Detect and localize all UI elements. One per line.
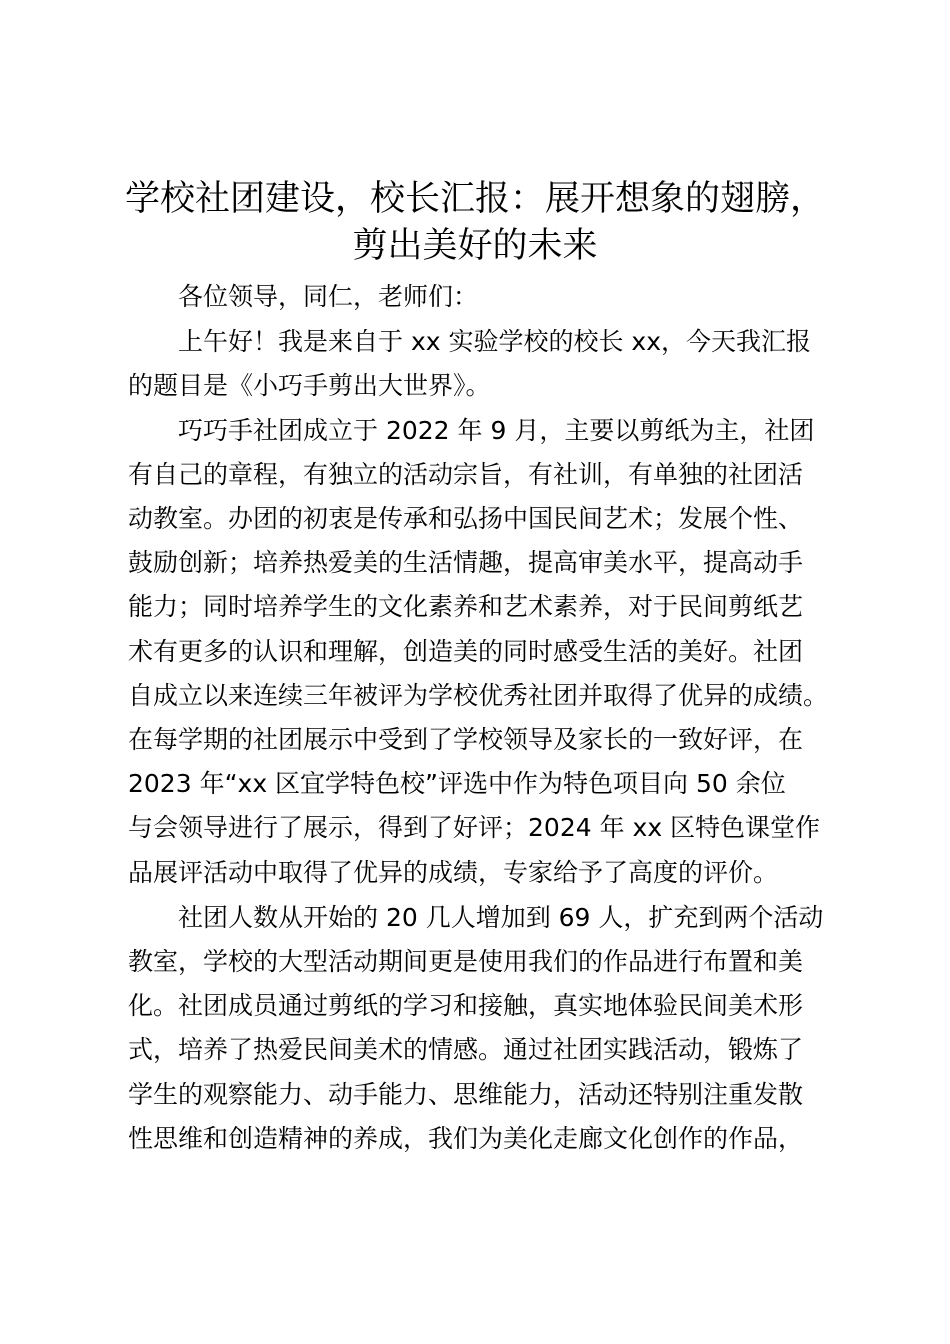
body-line: 与会领导进行了展示，得到了好评；2024 年 xx 区特色课堂作: [128, 813, 821, 842]
body-line: 性思维和创造精神的养成，我们为美化走廊文化创作的作品，: [128, 1124, 804, 1153]
body-line: 的题目是《小巧手剪出大世界》。: [128, 371, 491, 400]
body-line: 在每学期的社团展示中受到了学校领导及家长的一致好评，在: [128, 725, 804, 754]
body-line: 式，培养了热爱民间美术的情感。通过社团实践活动，锻炼了: [128, 1035, 804, 1064]
document-title-line-2: 剪出美好的未来: [352, 226, 598, 266]
body-line: 动教室。办团的初衷是传承和弘扬中国民间艺术；发展个性、: [128, 504, 804, 533]
body-line: 上午好！我是来自于 xx 实验学校的校长 xx，今天我汇报: [178, 327, 812, 356]
body-line: 术有更多的认识和理解，创造美的同时感受生活的美好。社团: [128, 637, 804, 666]
body-line: 2023 年“xx 区宜学特色校”评选中作为特色项目向 50 余位: [128, 769, 786, 798]
body-line: 学生的观察能力、动手能力、思维能力，活动还特别注重发散: [128, 1080, 804, 1109]
body-line: 教室，学校的大型活动期间更是使用我们的作品进行布置和美: [128, 947, 804, 976]
document-title-line-1: 学校社团建设，校长汇报：展开想象的翅膀，: [124, 179, 825, 219]
body-line: 自成立以来连续三年被评为学校优秀社团并取得了优异的成绩。: [128, 681, 829, 710]
body-line: 化。社团成员通过剪纸的学习和接触，真实地体验民间美术形: [128, 991, 804, 1020]
body-line: 品展评活动中取得了优异的成绩，专家给予了高度的评价。: [128, 858, 779, 887]
body-line: 巧巧手社团成立于 2022 年 9 月，主要以剪纸为主，社团: [178, 416, 815, 445]
body-line: 鼓励创新；培养热爱美的生活情趣，提高审美水平，提高动手: [128, 548, 804, 577]
body-line: 能力；同时培养学生的文化素养和艺术素养，对于民间剪纸艺: [128, 592, 804, 621]
body-line: 社团人数从开始的 20 几人增加到 69 人，扩充到两个活动: [178, 903, 824, 932]
salutation: 各位领导，同仁，老师们：: [178, 282, 479, 311]
body-line: 有自己的章程，有独立的活动宗旨，有社训，有单独的社团活: [128, 460, 804, 489]
